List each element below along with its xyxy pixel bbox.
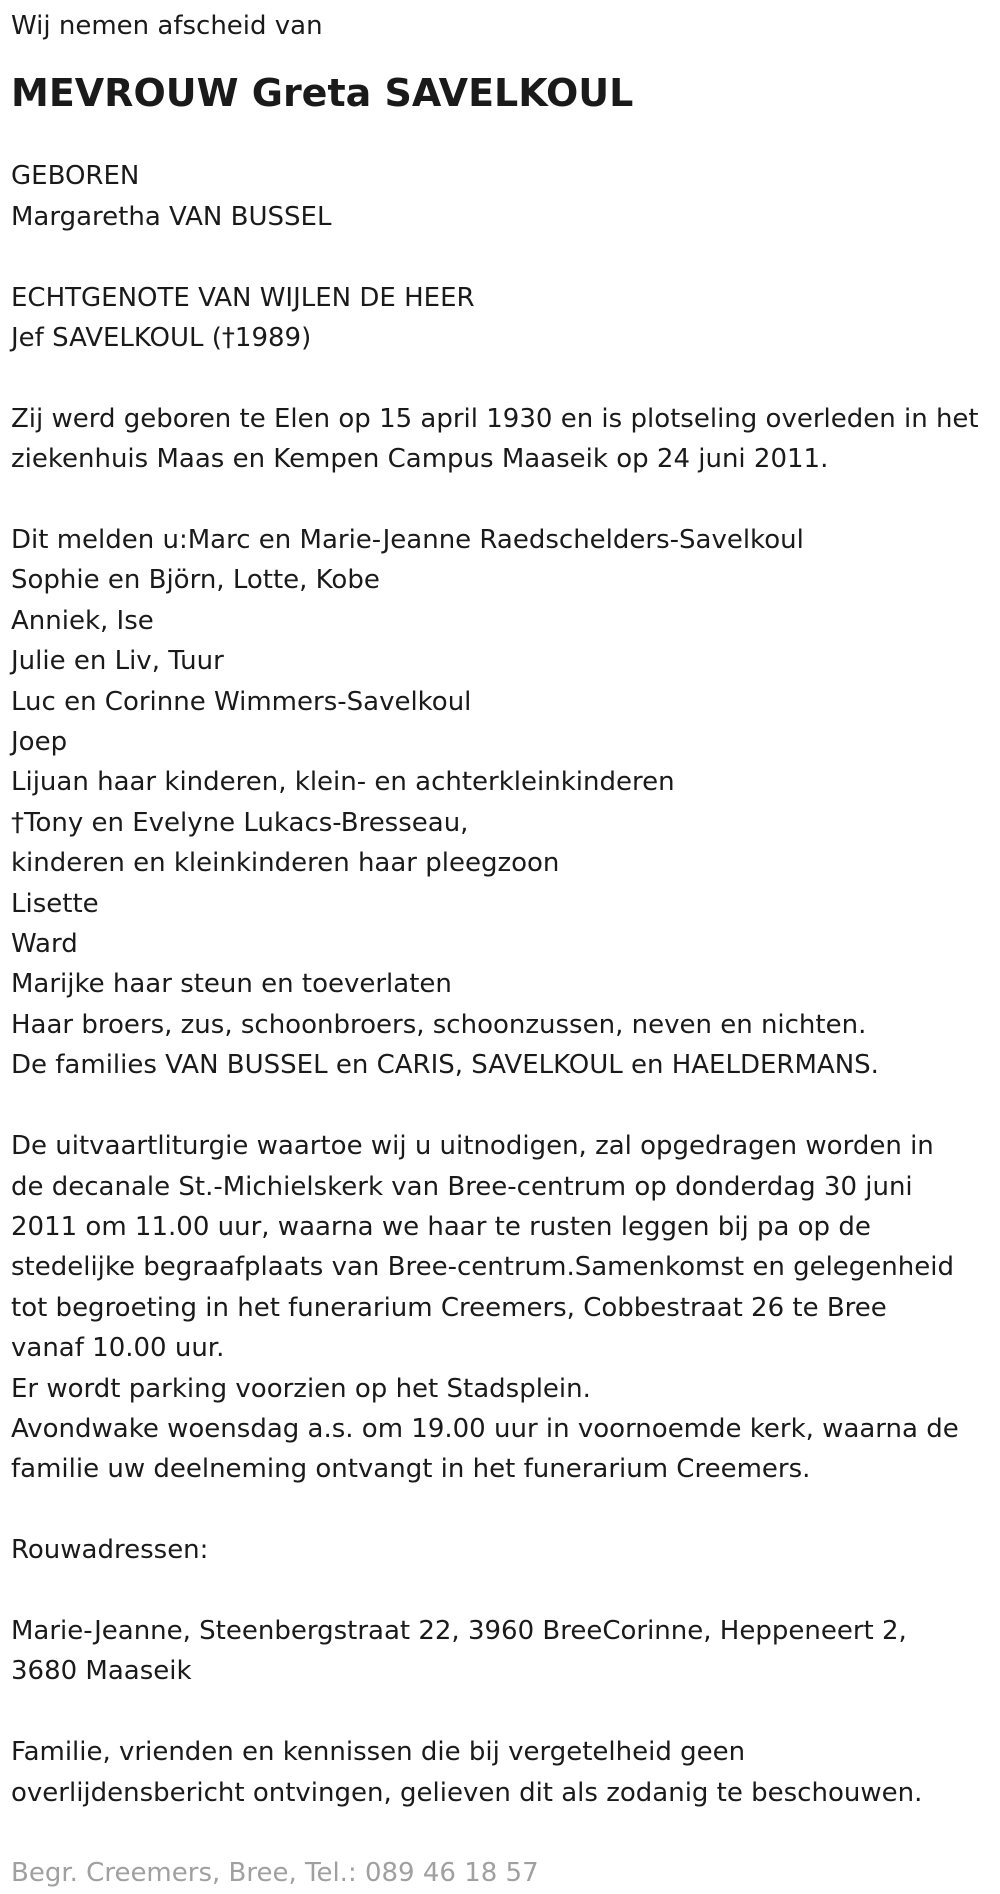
family-line: Sophie en Björn, Lotte, Kobe	[11, 565, 380, 596]
born-name: Margaretha VAN BUSSEL	[11, 201, 332, 232]
obituary-page	[0, 6, 1000, 1889]
family-line: †Tony en Evelyne Lukacs-Bresseau,	[11, 807, 469, 838]
born-label: GEBOREN	[11, 161, 140, 192]
family-line: Joep	[11, 727, 68, 758]
spacer	[11, 1490, 1000, 1530]
family-line: Ward	[11, 929, 78, 960]
closing-paragraph	[11, 1732, 1000, 1813]
family-line: Julie en Liv, Tuur	[11, 646, 224, 677]
spacer	[11, 1692, 1000, 1732]
address-line: Marie-Jeanne, Steenbergstraat 22, 3960 BreeCorinne, Heppeneert 2,	[11, 1615, 907, 1646]
spouse-label: ECHTGENOTE VAN WIJLEN DE HEER	[11, 282, 475, 313]
family-line: Lisette	[11, 888, 99, 919]
family-line: Marijke haar steun en toeverlaten	[11, 969, 452, 1000]
family-list	[11, 520, 1000, 1086]
spacer	[11, 1571, 1000, 1611]
paragraph-line: ziekenhuis Maas en Kempen Campus Maaseik op 24 juni 2011.	[11, 444, 829, 475]
paragraph-line: Zij werd geboren te Elen op 15 april 1930 en is plotseling overleden in het	[11, 403, 979, 434]
spouse-name: Jef SAVELKOUL (†1989)	[11, 323, 312, 354]
funeral-home-footer: Begr. Creemers, Bree, Tel.: 089 46 18 57	[11, 1858, 539, 1889]
paragraph-line: Familie, vrienden en kennissen die bij vergetelheid geen	[11, 1737, 746, 1768]
addresses-label: Rouwadressen:	[11, 1535, 209, 1566]
ceremony-paragraph	[11, 1126, 1000, 1490]
deceased-name: MEVROUW Greta SAVELKOUL	[11, 71, 634, 116]
paragraph-line: De uitvaartliturgie waartoe wij u uitnodigen, zal opgedragen worden in	[11, 1131, 934, 1162]
intro-text: Wij nemen afscheid van	[11, 11, 323, 41]
family-line: Lijuan haar kinderen, klein- en achterkleinkinderen	[11, 767, 675, 798]
spacer	[11, 480, 1000, 520]
paragraph-line: stedelijke begraafplaats van Bree-centrum.Samenkomst en gelegenheid	[11, 1252, 954, 1283]
family-line: kinderen en kleinkinderen haar pleegzoon	[11, 848, 560, 879]
family-line: Anniek, Ise	[11, 605, 154, 636]
paragraph-line: vanaf 10.00 uur.	[11, 1333, 225, 1364]
addresses-paragraph	[11, 1611, 1000, 1692]
spacer	[11, 1086, 1000, 1126]
paragraph-line: de decanale St.-Michielskerk van Bree-centrum op donderdag 30 juni	[11, 1171, 913, 1202]
paragraph-line: 2011 om 11.00 uur, waarna we haar te rusten leggen bij pa op de	[11, 1211, 871, 1242]
family-line: De families VAN BUSSEL en CARIS, SAVELKOUL en HAELDERMANS.	[11, 1050, 879, 1081]
paragraph-line: Er wordt parking voorzien op het Stadsplein.	[11, 1373, 591, 1404]
family-line: Haar broers, zus, schoonbroers, schoonzussen, neven en nichten.	[11, 1009, 867, 1040]
paragraph-line: tot begroeting in het funerarium Creemers, Cobbestraat 26 te Bree	[11, 1292, 887, 1323]
birth-death-paragraph	[11, 399, 1000, 480]
paragraph-line: Avondwake woensdag a.s. om 19.00 uur in voornoemde kerk, waarna de	[11, 1413, 959, 1444]
spacer	[11, 237, 1000, 277]
address-line: 3680 Maaseik	[11, 1656, 192, 1687]
spacer	[11, 1813, 1000, 1853]
paragraph-line: familie uw deelneming ontvangt in het funerarium Creemers.	[11, 1454, 811, 1485]
paragraph-line: overlijdensbericht ontvingen, gelieven dit als zodanig te beschouwen.	[11, 1777, 923, 1808]
family-line: Luc en Corinne Wimmers-Savelkoul	[11, 686, 472, 717]
family-line: Dit melden u:Marc en Marie-Jeanne Raedschelders-Savelkoul	[11, 525, 804, 556]
spacer	[11, 358, 1000, 398]
